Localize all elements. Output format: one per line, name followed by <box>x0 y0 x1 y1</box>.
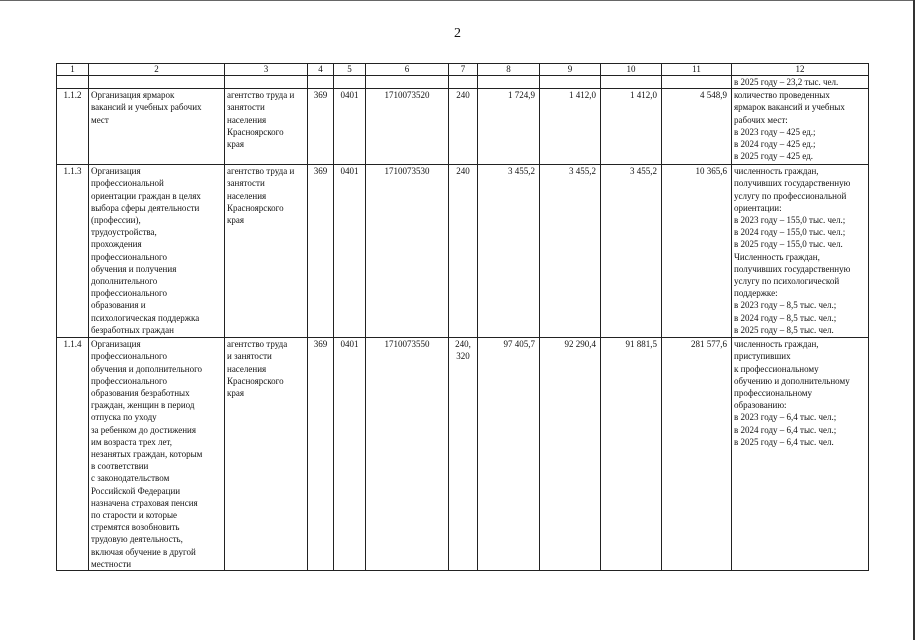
col-header: 10 <box>601 64 662 76</box>
responsible-agency: агентство труда и занятости населения Красноярского края <box>225 338 308 571</box>
col-header: 5 <box>334 64 366 76</box>
amount-2025: 91 881,5 <box>601 338 662 571</box>
gr-code: 369 <box>308 165 334 338</box>
program-table <box>56 63 869 571</box>
gr-code: 369 <box>308 89 334 165</box>
measure-name: Организация профессионального обучения и дополнительного профессионального образования безработных граждан, женщин в период отпуска по уходу за ребенком до достижения им возраста трех лет, незанятых граждан, которым в соответствии с законодательством Российской Федерации назначена страховая пенсия по старости и которые стремятся возобновить трудовую деятельность, включая обучение в другой местности <box>89 338 225 571</box>
row-number: 1.1.4 <box>57 338 89 571</box>
col-header: 8 <box>478 64 540 76</box>
section-code: 0401 <box>334 165 366 338</box>
amount-total: 281 577,6 <box>662 338 732 571</box>
expense-type: 240, 320 <box>449 338 478 571</box>
col-header: 4 <box>308 64 334 76</box>
target-code: 1710073520 <box>366 89 449 165</box>
amount-2023: 3 455,2 <box>478 165 540 338</box>
scan-top-edge <box>0 0 915 1</box>
responsible-agency: агентство труда и занятости населения Красноярского края <box>225 165 308 338</box>
measure-name: Организация ярмарок вакансий и учебных рабочих мест <box>89 89 225 165</box>
amount-2023: 1 724,9 <box>478 89 540 165</box>
responsible-agency: агентство труда и занятости населения Красноярского края <box>225 89 308 165</box>
measure-name: Организация профессиональной ориентации граждан в целях выбора сферы деятельности (профессии), трудоустройства, прохождения профессионального обучения и получения дополнительного профессионального образования и психологическая поддержка безработных граждан <box>89 165 225 338</box>
expense-type: 240 <box>449 89 478 165</box>
amount-total: 4 548,9 <box>662 89 732 165</box>
continuation-row <box>57 76 869 89</box>
table-row <box>57 338 869 571</box>
gr-code: 369 <box>308 338 334 571</box>
col-header: 7 <box>449 64 478 76</box>
section-code: 0401 <box>334 89 366 165</box>
expense-type: 240 <box>449 165 478 338</box>
col-header: 3 <box>225 64 308 76</box>
continuation-text: в 2025 году – 23,2 тыс. чел. <box>732 76 869 89</box>
row-number: 1.1.3 <box>57 165 89 338</box>
page-number: 2 <box>454 26 461 41</box>
target-code: 1710073550 <box>366 338 449 571</box>
row-number: 1.1.2 <box>57 89 89 165</box>
col-header: 9 <box>540 64 601 76</box>
amount-2023: 97 405,7 <box>478 338 540 571</box>
expected-result: численность граждан, получивших государственную услугу по профессиональной ориентации: в 2023 году – 155,0 тыс. чел.; в 2024 году – 155,0 тыс. чел.; в 2025 году – 155,0 тыс. чел. Численность граждан, получивших государственную услугу по психологической поддержке: в 2023 году – 8,5 тыс. чел.; в 2024 году – 8,5 тыс. чел.; в 2025 году – 8,5 тыс. чел. <box>732 165 869 338</box>
col-header: 11 <box>662 64 732 76</box>
col-header: 2 <box>89 64 225 76</box>
amount-total: 10 365,6 <box>662 165 732 338</box>
amount-2025: 3 455,2 <box>601 165 662 338</box>
amount-2024: 3 455,2 <box>540 165 601 338</box>
col-header: 12 <box>732 64 869 76</box>
amount-2025: 1 412,0 <box>601 89 662 165</box>
target-code: 1710073530 <box>366 165 449 338</box>
expected-result: численность граждан, приступивших к профессиональному обучению и дополнительному профессиональному образованию: в 2023 году – 6,4 тыс. чел.; в 2024 году – 6,4 тыс. чел.; в 2025 году – 6,4 тыс. чел. <box>732 338 869 571</box>
amount-2024: 1 412,0 <box>540 89 601 165</box>
col-header: 6 <box>366 64 449 76</box>
table-row <box>57 165 869 338</box>
amount-2024: 92 290,4 <box>540 338 601 571</box>
table-row <box>57 89 869 165</box>
col-header: 1 <box>57 64 89 76</box>
expected-result: количество проведенных ярмарок вакансий и учебных рабочих мест: в 2023 году – 425 ед.; в 2024 году – 425 ед.; в 2025 году – 425 ед. <box>732 89 869 165</box>
column-number-row <box>57 64 869 76</box>
section-code: 0401 <box>334 338 366 571</box>
